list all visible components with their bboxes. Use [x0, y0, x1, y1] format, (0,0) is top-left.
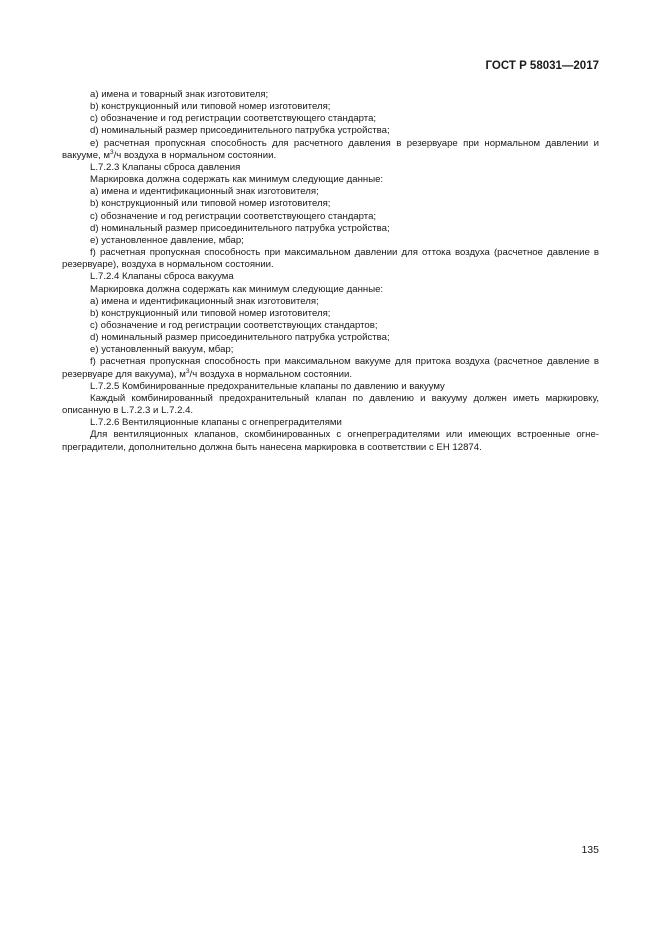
list-item: d) номинальный размер присоединительного патрубка устройства;	[90, 332, 390, 344]
paragraph: Маркировка должна содержать как минимум следующие данные:	[90, 283, 384, 295]
list-item	[62, 356, 599, 380]
paragraph: Каждый комбинированный предохранительный клапан по давлению и вакууму должен иметь маркировку, описанную в L.7.2.3 и L.7.2.4.	[62, 392, 599, 417]
list-item: f) расчетная пропускная способность при максимальном давлении для оттока воздуха (расчетное давление в резервуаре), воздуха в нормальном состоянии.	[62, 247, 599, 271]
superscript: 3	[185, 367, 190, 375]
list-item: b) конструкционный или типовой номер изготовителя;	[90, 198, 331, 210]
paragraph: Маркировка должна содержать как минимум следующие данные:	[90, 174, 384, 186]
section-heading: L.7.2.6 Вентиляционные клапаны с огнепреградителями	[90, 417, 342, 429]
list-item: c) обозначение и год регистрации соответствующих стандартов;	[90, 319, 378, 331]
section-heading: L.7.2.4 Клапаны сброса вакуума	[90, 271, 234, 283]
list-item-text: /ч воздуха в нормальном состоянии.	[189, 368, 353, 380]
list-item	[62, 138, 599, 162]
list-item-text: f) расчетная пропускная способность при максимальном вакууме для притока воздуха (расчетное давление в резервуаре для вакуума), м	[62, 356, 599, 380]
page-number: 135	[581, 844, 599, 856]
document-id-header: ГОСТ Р 58031—2017	[485, 60, 599, 72]
list-item-text: /ч воздуха в нормальном состоянии.	[113, 149, 277, 161]
list-item-text: е) расчетная пропускная способность для расчетного давления в резервуаре при нормальном давлении и вакууме, м	[62, 137, 599, 161]
superscript: 3	[109, 148, 114, 156]
list-item: d) номинальный размер присоединительного патрубка устройства;	[90, 222, 390, 234]
document-body	[62, 89, 599, 454]
section-heading: L.7.2.5 Комбинированные предохранительные клапаны по давлению и вакууму	[90, 380, 445, 392]
list-item: b) конструкционный или типовой номер изготовителя;	[90, 101, 331, 113]
paragraph: Для вентиляционных клапанов, скомбинированных с огнепреградителями или имеющих встроенные огне-преградители, дополнительно должна быть нанесена маркировка в соответствии с ЕН 12874.	[62, 429, 599, 453]
list-item: b) конструкционный или типовой номер изготовителя;	[90, 307, 331, 319]
list-item: е) установленный вакуум, мбар;	[90, 344, 234, 356]
list-item: а) имена и идентификационный знак изготовителя;	[90, 186, 319, 198]
list-item: c) обозначение и год регистрации соответствующего стандарта;	[90, 113, 377, 125]
list-item: c) обозначение и год регистрации соответствующего стандарта;	[90, 210, 377, 222]
list-item: а) имена и идентификационный знак изготовителя;	[90, 295, 319, 307]
section-heading: L.7.2.3 Клапаны сброса давления	[90, 161, 241, 173]
list-item: а) имена и товарный знак изготовителя;	[90, 89, 269, 100]
list-item: d) номинальный размер присоединительного патрубка устройства;	[90, 125, 390, 137]
list-item: е) установленное давление, мбар;	[90, 234, 244, 246]
